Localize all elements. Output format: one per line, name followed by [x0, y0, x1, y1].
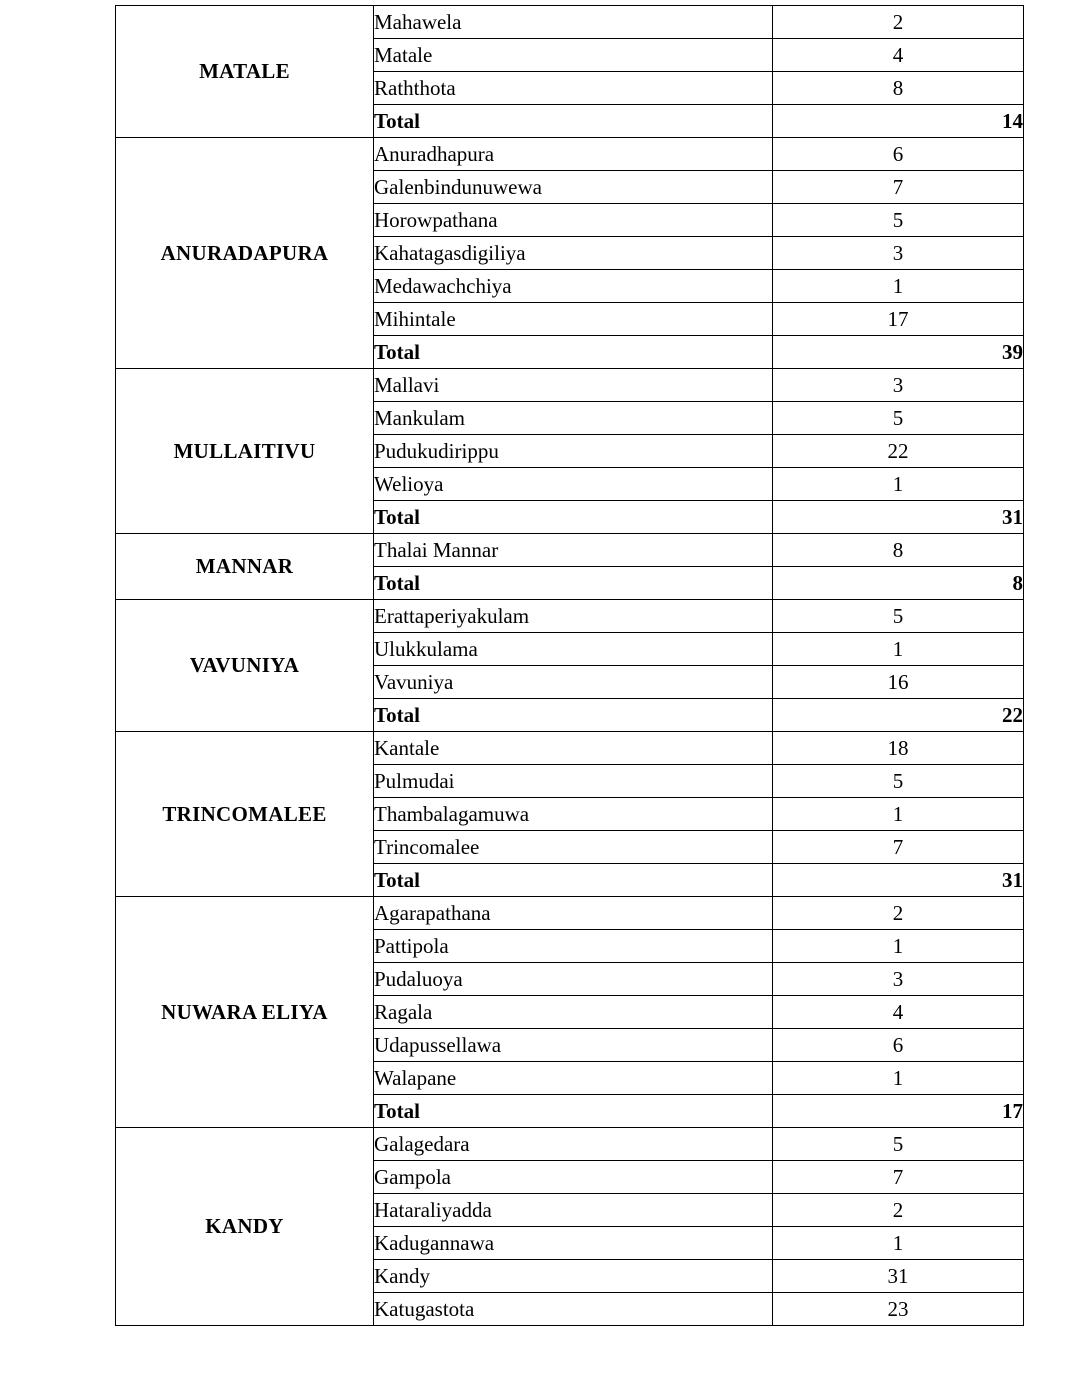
place-count: 22 — [773, 435, 1024, 468]
total-value: 8 — [773, 567, 1024, 600]
place-count: 7 — [773, 1161, 1024, 1194]
place-count: 4 — [773, 39, 1024, 72]
total-label: Total — [374, 501, 773, 534]
total-label: Total — [374, 699, 773, 732]
total-value: 31 — [773, 501, 1024, 534]
district-name: MULLAITIVU — [116, 369, 374, 534]
total-value: 31 — [773, 864, 1024, 897]
place-name: Walapane — [374, 1062, 773, 1095]
place-name: Thambalagamuwa — [374, 798, 773, 831]
place-name: Vavuniya — [374, 666, 773, 699]
place-name: Pulmudai — [374, 765, 773, 798]
district-data-table — [115, 5, 1024, 1326]
place-count: 23 — [773, 1293, 1024, 1326]
place-name: Kadugannawa — [374, 1227, 773, 1260]
table-row — [116, 732, 1024, 765]
place-name: Gampola — [374, 1161, 773, 1194]
total-label: Total — [374, 105, 773, 138]
district-name: KANDY — [116, 1128, 374, 1326]
place-count: 17 — [773, 303, 1024, 336]
district-name: VAVUNIYA — [116, 600, 374, 732]
place-name: Galenbindunuwewa — [374, 171, 773, 204]
total-label: Total — [374, 864, 773, 897]
place-name: Mahawela — [374, 6, 773, 39]
place-count: 2 — [773, 1194, 1024, 1227]
total-value: 22 — [773, 699, 1024, 732]
table-row — [116, 369, 1024, 402]
place-name: Udapussellawa — [374, 1029, 773, 1062]
table-row — [116, 6, 1024, 39]
place-name: Mallavi — [374, 369, 773, 402]
place-count: 8 — [773, 72, 1024, 105]
place-count: 1 — [773, 633, 1024, 666]
place-name: Hataraliyadda — [374, 1194, 773, 1227]
place-count: 2 — [773, 897, 1024, 930]
place-name: Mankulam — [374, 402, 773, 435]
place-count: 6 — [773, 138, 1024, 171]
place-name: Matale — [374, 39, 773, 72]
place-name: Anuradhapura — [374, 138, 773, 171]
total-value: 39 — [773, 336, 1024, 369]
place-name: Ulukkulama — [374, 633, 773, 666]
place-count: 8 — [773, 534, 1024, 567]
place-name: Pattipola — [374, 930, 773, 963]
place-count: 3 — [773, 963, 1024, 996]
place-name: Ragala — [374, 996, 773, 1029]
place-name: Raththota — [374, 72, 773, 105]
district-name: MATALE — [116, 6, 374, 138]
place-count: 31 — [773, 1260, 1024, 1293]
place-count: 1 — [773, 930, 1024, 963]
place-count: 6 — [773, 1029, 1024, 1062]
place-count: 7 — [773, 171, 1024, 204]
place-count: 18 — [773, 732, 1024, 765]
place-name: Kantale — [374, 732, 773, 765]
place-count: 2 — [773, 6, 1024, 39]
place-count: 5 — [773, 204, 1024, 237]
place-name: Mihintale — [374, 303, 773, 336]
place-name: Pudaluoya — [374, 963, 773, 996]
place-name: Thalai Mannar — [374, 534, 773, 567]
place-count: 1 — [773, 468, 1024, 501]
place-count: 5 — [773, 600, 1024, 633]
place-name: Pudukudirippu — [374, 435, 773, 468]
place-count: 5 — [773, 1128, 1024, 1161]
place-name: Welioya — [374, 468, 773, 501]
table-row — [116, 600, 1024, 633]
place-name: Erattaperiyakulam — [374, 600, 773, 633]
total-label: Total — [374, 336, 773, 369]
place-name: Medawachchiya — [374, 270, 773, 303]
total-value: 17 — [773, 1095, 1024, 1128]
place-name: Trincomalee — [374, 831, 773, 864]
district-name: NUWARA ELIYA — [116, 897, 374, 1128]
total-label: Total — [374, 1095, 773, 1128]
place-count: 4 — [773, 996, 1024, 1029]
place-name: Kahatagasdigiliya — [374, 237, 773, 270]
place-name: Horowpathana — [374, 204, 773, 237]
district-name: ANURADAPURA — [116, 138, 374, 369]
district-name: TRINCOMALEE — [116, 732, 374, 897]
table-body — [116, 6, 1024, 1326]
place-count: 16 — [773, 666, 1024, 699]
place-name: Kandy — [374, 1260, 773, 1293]
place-count: 3 — [773, 237, 1024, 270]
place-count: 1 — [773, 270, 1024, 303]
place-name: Katugastota — [374, 1293, 773, 1326]
place-count: 5 — [773, 402, 1024, 435]
place-name: Galagedara — [374, 1128, 773, 1161]
table-row — [116, 534, 1024, 567]
total-label: Total — [374, 567, 773, 600]
place-count: 1 — [773, 1227, 1024, 1260]
place-count: 7 — [773, 831, 1024, 864]
table-row — [116, 897, 1024, 930]
place-count: 5 — [773, 765, 1024, 798]
place-count: 1 — [773, 1062, 1024, 1095]
place-count: 1 — [773, 798, 1024, 831]
place-count: 3 — [773, 369, 1024, 402]
place-name: Agarapathana — [374, 897, 773, 930]
district-name: MANNAR — [116, 534, 374, 600]
table-row — [116, 1128, 1024, 1161]
total-value: 14 — [773, 105, 1024, 138]
table-row — [116, 138, 1024, 171]
